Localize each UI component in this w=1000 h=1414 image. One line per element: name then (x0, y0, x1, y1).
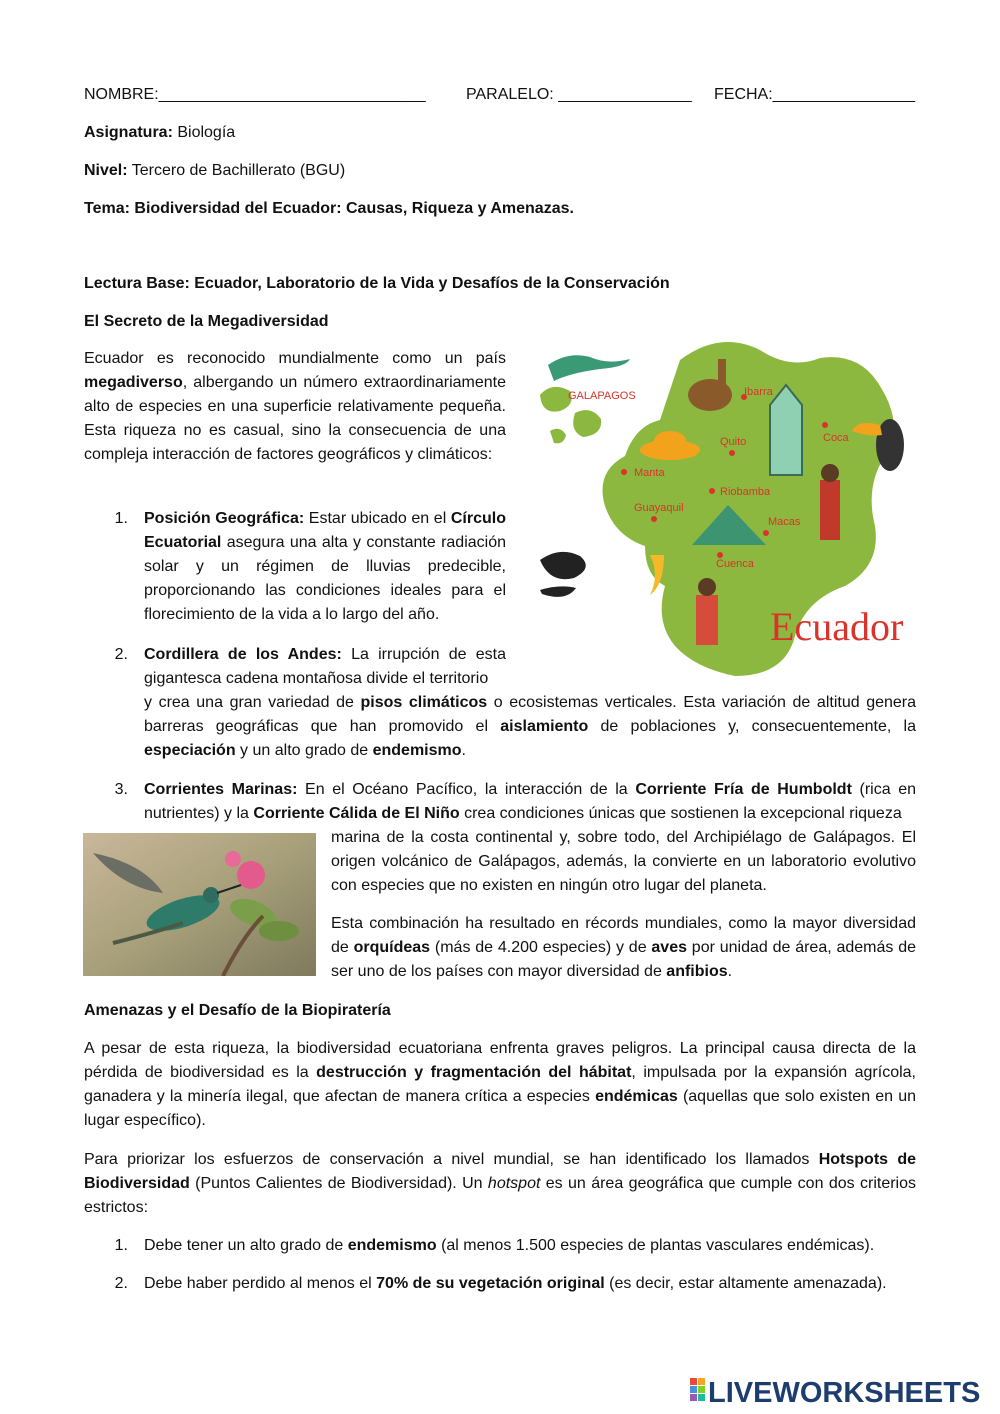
item3-text-continued: marina de la costa continental y, sobre todo, del Archipiélago de Galápagos. El origen volcánico de Galápagos, además, la convierte en un laboratorio evolutivo con especies que no existen en ningún otro lugar del planeta. (331, 829, 916, 894)
island-2 (573, 410, 601, 437)
island-1 (540, 387, 572, 412)
criterion1-number: 1. (114, 1237, 128, 1254)
item3-number: 3. (114, 781, 128, 798)
records-paragraph: Esta combinación ha resultado en récords mundiales, como la mayor diversidad de orquídeas (más de 4.200 especies) y de aves por unidad de área, además de ser uno de los países con mayor diversidad de anfibios. (331, 915, 917, 980)
label-coca: Coca (823, 432, 849, 444)
criterion2-text: Debe haber perdido al menos el 70% de su vegetación original (es decir, estar altamente amenazada). (144, 1275, 887, 1292)
criterion2-number: 2. (114, 1275, 128, 1292)
island-3 (550, 429, 566, 444)
label-cuenca: Cuenca (716, 558, 754, 570)
criterion1-text: Debe tener un alto grado de endemismo (al menos 1.500 especies de plantas vasculares endémicas). (144, 1237, 875, 1254)
label-quito: Quito (720, 436, 747, 448)
item2-text-top: Cordillera de los Andes: La irrupción de esta gigantesca cadena montañosa divide el territorio (144, 646, 506, 687)
asignatura-value: Biología (172, 124, 236, 141)
iguana-icon (548, 355, 630, 381)
asignatura-line (84, 121, 916, 145)
label-riobamba: Riobamba (720, 486, 771, 498)
woman-icon (696, 595, 718, 645)
lectura-title (84, 272, 916, 296)
section-title-megadiversidad (84, 310, 916, 334)
hummingbird-photo (83, 833, 316, 976)
item1-text: Posición Geográfica: Estar ubicado en el Círculo Ecuatorial asegura una alta y constante radiación solar y un régimen de lluvias predecible, proporcionando las condiciones ideales para el florecimiento de la vida a lo largo del año. (144, 510, 506, 623)
label-guayaquil: Guayaquil (634, 502, 684, 514)
header-row (84, 86, 916, 110)
asignatura-label: Asignatura: (84, 124, 173, 141)
item3-text-top: Corrientes Marinas: En el Océano Pacífico, la interacción de la Corriente Fría de Humboldt (rica en nutrientes) y la Corriente Cálida de El Niño crea condiciones únicas que sostienen la excepcional riqueza (144, 781, 917, 822)
nivel-value: Tercero de Bachillerato (BGU) (127, 162, 346, 179)
item2-number: 2. (114, 646, 128, 663)
fecha-field[interactable]: FECHA:________________ (714, 86, 916, 103)
brand-name: LIVEWORKSHEETS (708, 1377, 981, 1408)
label-ibarra: Ibarra (744, 386, 773, 398)
threats-paragraph: A pesar de esta riqueza, la biodiversidad ecuatoriana enfrenta graves peligros. La principal causa directa de la pérdida de biodiversidad es la destrucción y fragmentación del hábitat, impulsada por la expansión agrícola, ganadera y la minería ilegal, que afectan de manera crítica a especies endémicas (aquellas que solo existen en un lugar específico). (84, 1040, 917, 1129)
label-macas: Macas (768, 516, 801, 528)
section1-title-text: El Secreto de la Megadiversidad (84, 313, 329, 330)
section-title-amenazas: Amenazas y el Desafío de la Biopiratería (84, 1002, 391, 1019)
paralelo-field[interactable]: PARALELO: _______________ (466, 86, 692, 103)
intro-paragraph: Ecuador es reconocido mundialmente como un país megadiverso, albergando un número extraordinariamente alto de especies en una superficie relativamente pequeña. Esta riqueza no es casual, sino la consecuencia de una compleja interacción de factores geográficos y climáticos: (84, 350, 506, 463)
lectura-title-text: Lectura Base: Ecuador, Laboratorio de la Vida y Desafíos de la Conservación (84, 275, 670, 292)
flower-icon (237, 861, 265, 889)
liveworksheets-logo (690, 1372, 990, 1408)
map-title: Ecuador (770, 604, 904, 649)
item2-text-bottom: y crea una gran variedad de pisos climáticos o ecosistemas verticales. Esta variación de altitud genera barreras geográficas que han promovido el aislamiento de poblaciones y, consecuentemente, la especiación y un alto grado de endemismo. (144, 694, 917, 759)
orca-icon (540, 552, 586, 579)
tema-text: Tema: Biodiversidad del Ecuador: Causas, Riqueza y Amenazas. (84, 200, 574, 217)
nivel-label: Nivel: (84, 162, 128, 179)
nivel-line (84, 159, 916, 183)
hotspots-paragraph: Para priorizar los esfuerzos de conservación a nivel mundial, se han identificado los llamados Hotspots de Biodiversidad (Puntos Calientes de Biodiversidad). Un hotspot es un área geográfica que cumple con dos criterios estrictos: (84, 1151, 916, 1216)
ecuador-map-illustration (530, 335, 940, 680)
nombre-field[interactable]: NOMBRE:______________________________ (84, 86, 426, 103)
item1-number: 1. (114, 510, 128, 527)
label-manta: Manta (634, 467, 665, 479)
monument-icon (770, 385, 802, 475)
person-icon (820, 480, 840, 540)
tema-line (84, 197, 916, 221)
label-galapagos: GALAPAGOS (568, 390, 636, 402)
